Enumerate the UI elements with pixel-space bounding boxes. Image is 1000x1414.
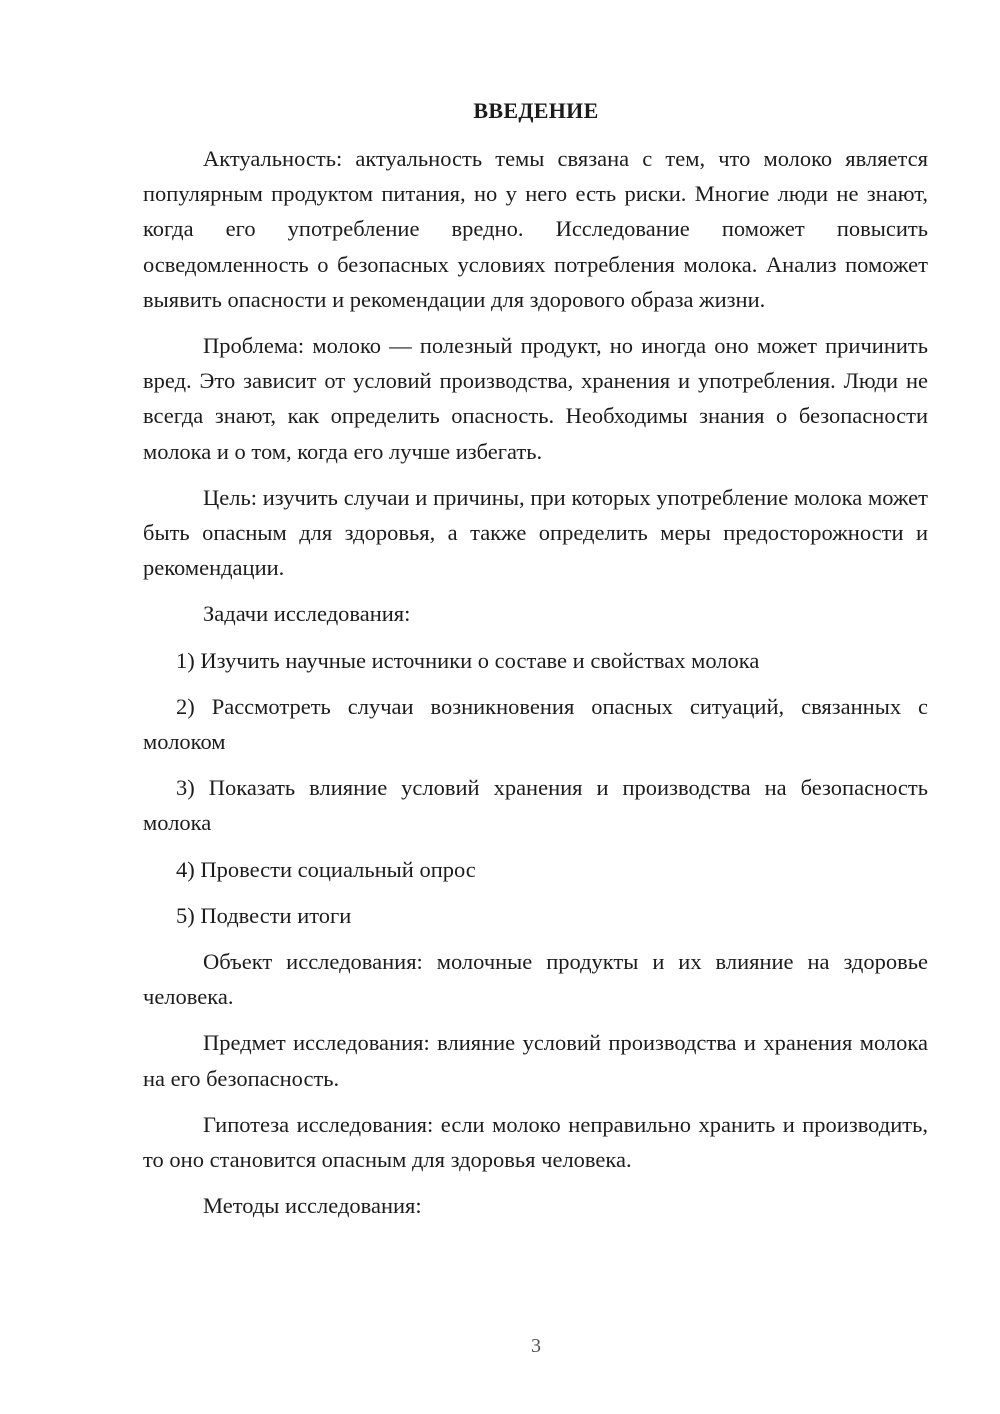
page-number: 3 <box>531 1335 541 1357</box>
paragraph-goal: Цель: изучить случаи и причины, при которых употребление молока может быть опасным для здоровья, а также определить меры предосторожности и рекомендации. <box>143 484 928 581</box>
task-item-3: 3) Показать влияние условий хранения и производства на безопасность молока <box>143 775 928 836</box>
paragraph-subject: Предмет исследования: влияние условий производства и хранения молока на его безопасность. <box>143 1030 928 1091</box>
methods-heading: Методы исследования: <box>203 1193 422 1219</box>
paragraph-object: Объект исследования: молочные продукты и их влияние на здоровье человека. <box>143 949 928 1010</box>
task-item-1: 1) Изучить научные источники о составе и свойствах молока <box>176 647 760 673</box>
tasks-heading: Задачи исследования: <box>203 601 411 627</box>
page-title: ВВЕДЕНИЕ <box>473 98 599 123</box>
task-item-4: 4) Провести социальный опрос <box>176 856 476 882</box>
paragraph-relevance: Актуальность: актуальность темы связана с тем, что молоко является популярным продуктом питания, но у него есть риски. Многие люди не знают, когда его употребление вредно. Исследование поможет повысить осведомленность о безопасных условиях потребления молока. Анализ поможет выявить опасности и рекомендации для здорового образа жизни. <box>143 146 928 312</box>
document-body <box>143 141 928 1234</box>
paragraph-hypothesis: Гипотеза исследования: если молоко неправильно хранить и производить, то оно становится опасным для здоровья человека. <box>143 1111 928 1173</box>
task-item-5: 5) Подвести итоги <box>176 902 352 928</box>
task-item-2: 2) Рассмотреть случаи возникновения опасных ситуаций, связанных с молоком <box>143 693 928 755</box>
paragraph-problem: Проблема: молоко — полезный продукт, но иногда оно может причинить вред. Это зависит от условий производства, хранения и употребления. Люди не всегда знают, как определить опасность. Необходимы знания о безопасности молока и о том, когда его лучше избегать. <box>143 333 928 464</box>
